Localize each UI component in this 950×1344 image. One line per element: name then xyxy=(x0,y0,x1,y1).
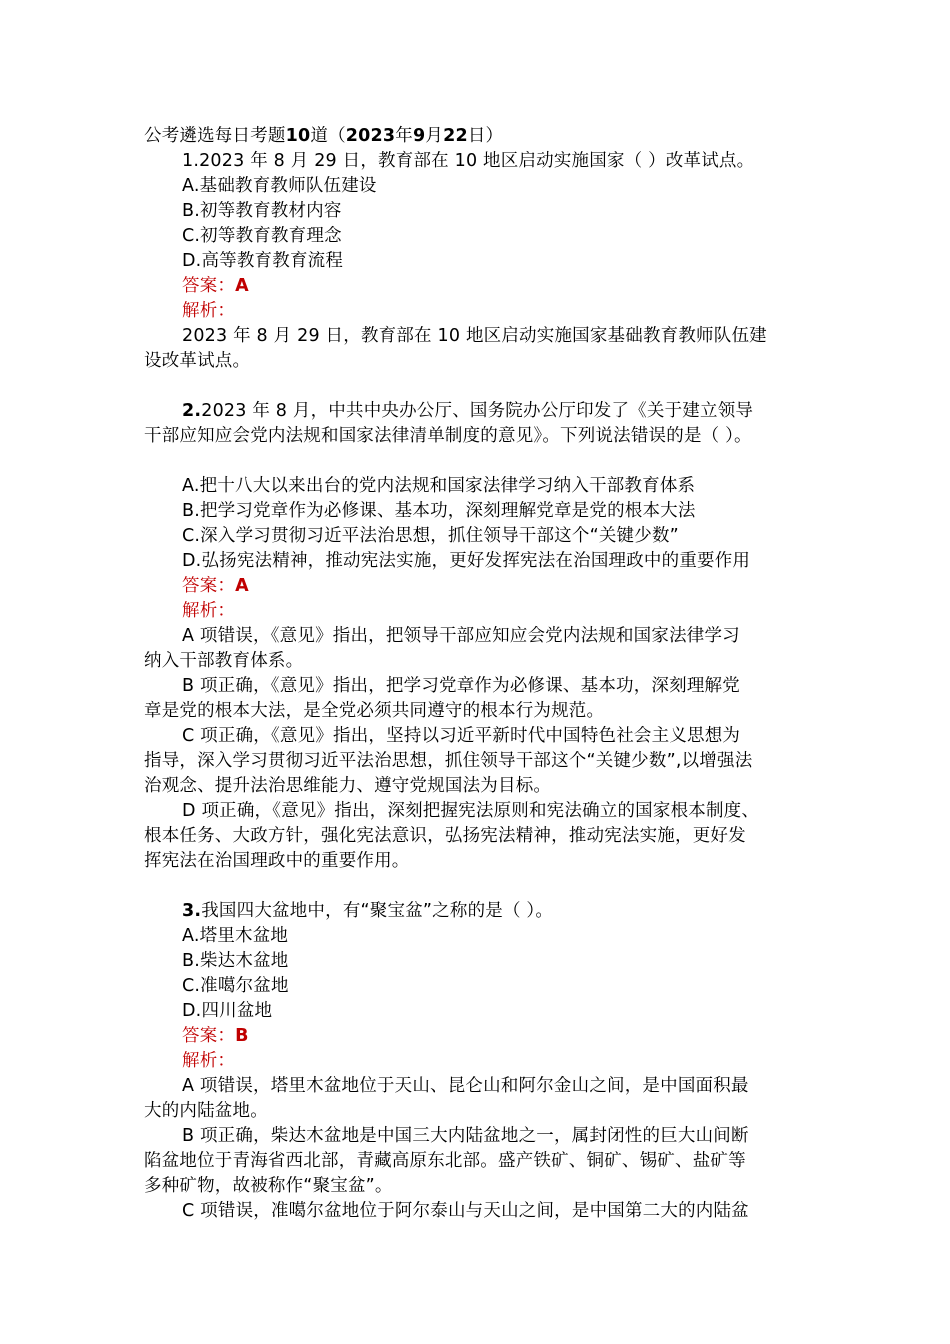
q1-option-b: B.初等教育教材内容 xyxy=(182,201,342,221)
q2-analysis-line: C 项正确，《意见》指出，坚持以习近平新时代中国特色社会主义思想为 xyxy=(182,726,741,746)
q3-analysis-line: A 项错误，塔里木盆地位于天山、昆仑山和阿尔金山之间，是中国面积最 xyxy=(182,1076,749,1096)
q1-analysis-line: 设改革试点。 xyxy=(144,351,251,371)
q2-analysis-line: 根本任务、大政方针，强化宪法意识，弘扬宪法精神，推动宪法实施，更好发 xyxy=(144,826,746,846)
q2-analysis-line: B 项正确，《意见》指出，把学习党章作为必修课、基本功，深刻理解党 xyxy=(182,676,740,696)
q2-option-c: C.深入学习贯彻习近平法治思想，抓住领导干部这个“关键少数” xyxy=(182,526,679,546)
q2-analysis-line: A 项错误，《意见》指出，把领导干部应知应会党内法规和国家法律学习 xyxy=(182,626,740,646)
q2-stem-cont: 干部应知应会党内法规和国家法律清单制度的意见》。下列说法错误的是（ ）。 xyxy=(144,426,752,446)
q3-analysis-line: C 项错误，准噶尔盆地位于阿尔泰山与天山之间，是中国第二大的内陆盆 xyxy=(182,1201,749,1221)
q2-analysis-line: 挥宪法在治国理政中的重要作用。 xyxy=(144,851,410,871)
q2-stem: 2.2023 年 8 月，中共中央办公厅、国务院办公厅印发了《关于建立领导 xyxy=(182,401,754,421)
q3-analysis-line: 大的内陆盆地。 xyxy=(144,1101,268,1121)
q2-option-d: D.弘扬宪法精神，推动宪法实施，更好发挥宪法在治国理政中的重要作用 xyxy=(182,551,751,571)
q1-analysis-label: 解析： xyxy=(182,301,236,321)
q1-answer: 答案：A xyxy=(182,276,249,296)
q1-stem: 1.2023 年 8 月 29 日，教育部在 10 地区启动实施国家（ ）改革试点。 xyxy=(182,151,755,171)
q3-analysis-line: 多种矿物，故被称作“聚宝盆”。 xyxy=(144,1176,393,1196)
q1-analysis-line: 2023 年 8 月 29 日，教育部在 10 地区启动实施国家基础教育教师队伍建 xyxy=(182,326,767,346)
q2-analysis-line: 章是党的根本大法，是全党必须共同遵守的根本行为规范。 xyxy=(144,701,605,721)
q3-analysis-line: 陷盆地位于青海省西北部，青藏高原东北部。盛产铁矿、铜矿、锡矿、盐矿等 xyxy=(144,1151,746,1171)
q2-analysis-line: 治观念、提升法治思维能力、遵守党规国法为目标。 xyxy=(144,776,552,796)
q3-option-c: C.准噶尔盆地 xyxy=(182,976,289,996)
q1-option-d: D.高等教育教育流程 xyxy=(182,251,344,271)
q2-option-b: B.把学习党章作为必修课、基本功，深刻理解党章是党的根本大法 xyxy=(182,501,696,521)
q2-analysis-label: 解析： xyxy=(182,601,236,621)
q2-analysis-line: 指导，深入学习贯彻习近平法治思想，抓住领导干部这个“关键少数”,以增强法 xyxy=(144,751,753,771)
q3-answer: 答案：B xyxy=(182,1026,249,1046)
q3-analysis-line: B 项正确，柴达木盆地是中国三大内陆盆地之一，属封闭性的巨大山间断 xyxy=(182,1126,749,1146)
q1-option-c: C.初等教育教育理念 xyxy=(182,226,342,246)
q2-analysis-line: D 项正确，《意见》指出，深刻把握宪法原则和宪法确立的国家根本制度、 xyxy=(182,801,760,821)
q3-option-a: A.塔里木盆地 xyxy=(182,926,289,946)
q3-option-d: D.四川盆地 xyxy=(182,1001,273,1021)
q3-option-b: B.柴达木盆地 xyxy=(182,951,289,971)
q2-answer: 答案：A xyxy=(182,576,249,596)
q1-option-a: A.基础教育教师队伍建设 xyxy=(182,176,377,196)
q2-analysis-line: 纳入干部教育体系。 xyxy=(144,651,304,671)
q3-analysis-label: 解析： xyxy=(182,1051,236,1071)
q2-option-a: A.把十八大以来出台的党内法规和国家法律学习纳入干部教育体系 xyxy=(182,476,696,496)
q3-stem: 3.我国四大盆地中，有“聚宝盆”之称的是（ ）。 xyxy=(182,901,554,921)
document-title: 公考遴选每日考题10道（2023年9月22日） xyxy=(144,126,504,146)
